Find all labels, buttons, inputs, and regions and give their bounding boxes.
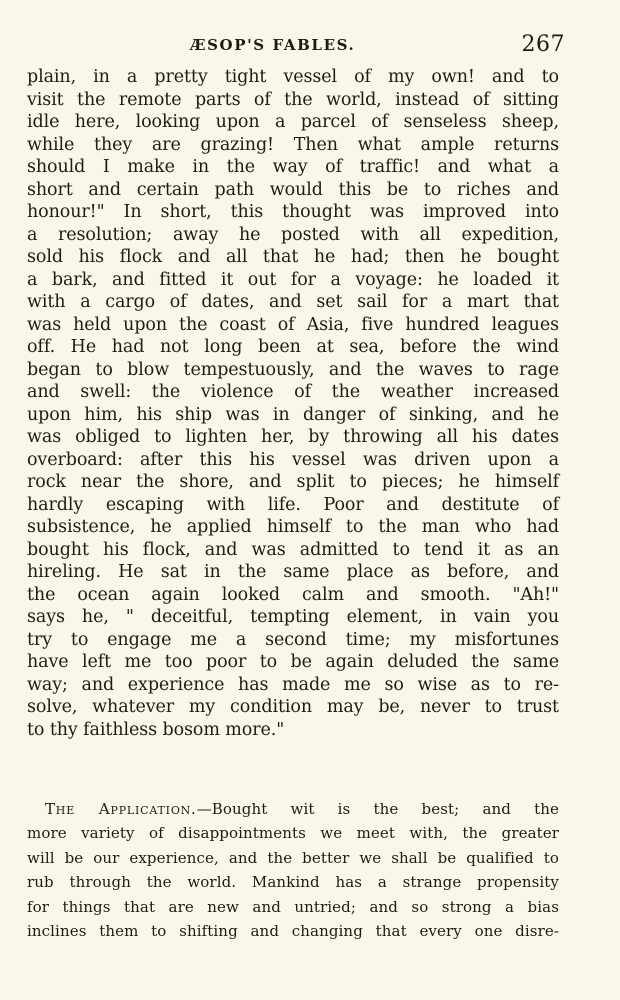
application-line: inclines them to shifting and changing that every one disre- bbox=[27, 922, 559, 941]
text-line: a resolution; away he posted with all expedition, bbox=[27, 224, 559, 245]
text-line: off. He had not long been at sea, before the wind bbox=[27, 337, 559, 357]
text-line: try to engage me a second time; my misfortunes bbox=[27, 629, 559, 650]
application-label: The Application. bbox=[45, 800, 197, 818]
application-line: more variety of disappointments we meet with, the greater bbox=[27, 824, 559, 843]
text-line: and swell: the violence of the weather increased bbox=[27, 382, 559, 402]
text-line: says he, " deceitful, tempting element, in vain you bbox=[27, 607, 559, 627]
text-line: overboard: after this his vessel was driven upon a bbox=[27, 449, 559, 470]
text-line: subsistence, he applied himself to the man who had bbox=[27, 517, 559, 537]
text-line: honour!" In short, this thought was improved into bbox=[27, 202, 559, 222]
section-gap bbox=[27, 741, 560, 797]
application-line: rub through the world. Mankind has a strange propensity bbox=[27, 873, 559, 892]
text-line: with a cargo of dates, and set sail for a mart that bbox=[27, 292, 559, 312]
text-line: was obliged to lighten her, by throwing all his dates bbox=[27, 427, 559, 447]
text-line: was held upon the coast of Asia, five hundred leagues bbox=[27, 314, 559, 335]
text-line: solve, whatever my condition may be, never to trust bbox=[27, 697, 559, 717]
application-section bbox=[27, 797, 559, 943]
text-line: hireling. He sat in the same place as before, and bbox=[27, 562, 559, 582]
text-line: sold his flock and all that he had; then he bought bbox=[27, 247, 559, 267]
text-line: bought his flock, and was admitted to tend it as an bbox=[27, 539, 559, 560]
application-first-line-text: —Bought wit is the best; and the bbox=[196, 800, 559, 818]
text-line: upon him, his ship was in danger of sinking, and he bbox=[27, 404, 559, 425]
page-number: 267 bbox=[521, 32, 565, 57]
text-line: to thy faithless bosom more." bbox=[27, 719, 285, 740]
text-line: hardly escaping with life. Poor and destitute of bbox=[27, 494, 559, 515]
application-first-line bbox=[45, 797, 559, 821]
text-line: should I make in the way of traffic! and what a bbox=[27, 157, 559, 177]
application-line: will be our experience, and the better we shall be qualified to bbox=[27, 848, 559, 867]
fable-text bbox=[27, 66, 559, 741]
text-line: have left me too poor to be again deluded the same bbox=[27, 652, 559, 672]
running-head bbox=[27, 22, 565, 66]
text-line: plain, in a pretty tight vessel of my own! and to bbox=[27, 67, 559, 87]
text-line: rock near the shore, and split to pieces; he himself bbox=[27, 472, 559, 492]
text-line: idle here, looking upon a parcel of senseless sheep, bbox=[27, 112, 559, 132]
text-line: a bark, and fitted it out for a voyage: he loaded it bbox=[27, 269, 559, 290]
text-line: short and certain path would this be to riches and bbox=[27, 179, 559, 200]
text-line: began to blow tempestuously, and the waves to rage bbox=[27, 359, 559, 380]
application-line: for things that are new and untried; and so strong a bias bbox=[27, 897, 559, 916]
text-line: the ocean again looked calm and smooth. "Ah!" bbox=[27, 584, 559, 605]
text-line: while they are grazing! Then what ample returns bbox=[27, 134, 559, 155]
text-line: visit the remote parts of the world, instead of sitting bbox=[27, 89, 559, 110]
text-line: way; and experience has made me so wise as to re- bbox=[27, 674, 559, 695]
running-title: ÆSOP'S FABLES. bbox=[190, 36, 356, 54]
